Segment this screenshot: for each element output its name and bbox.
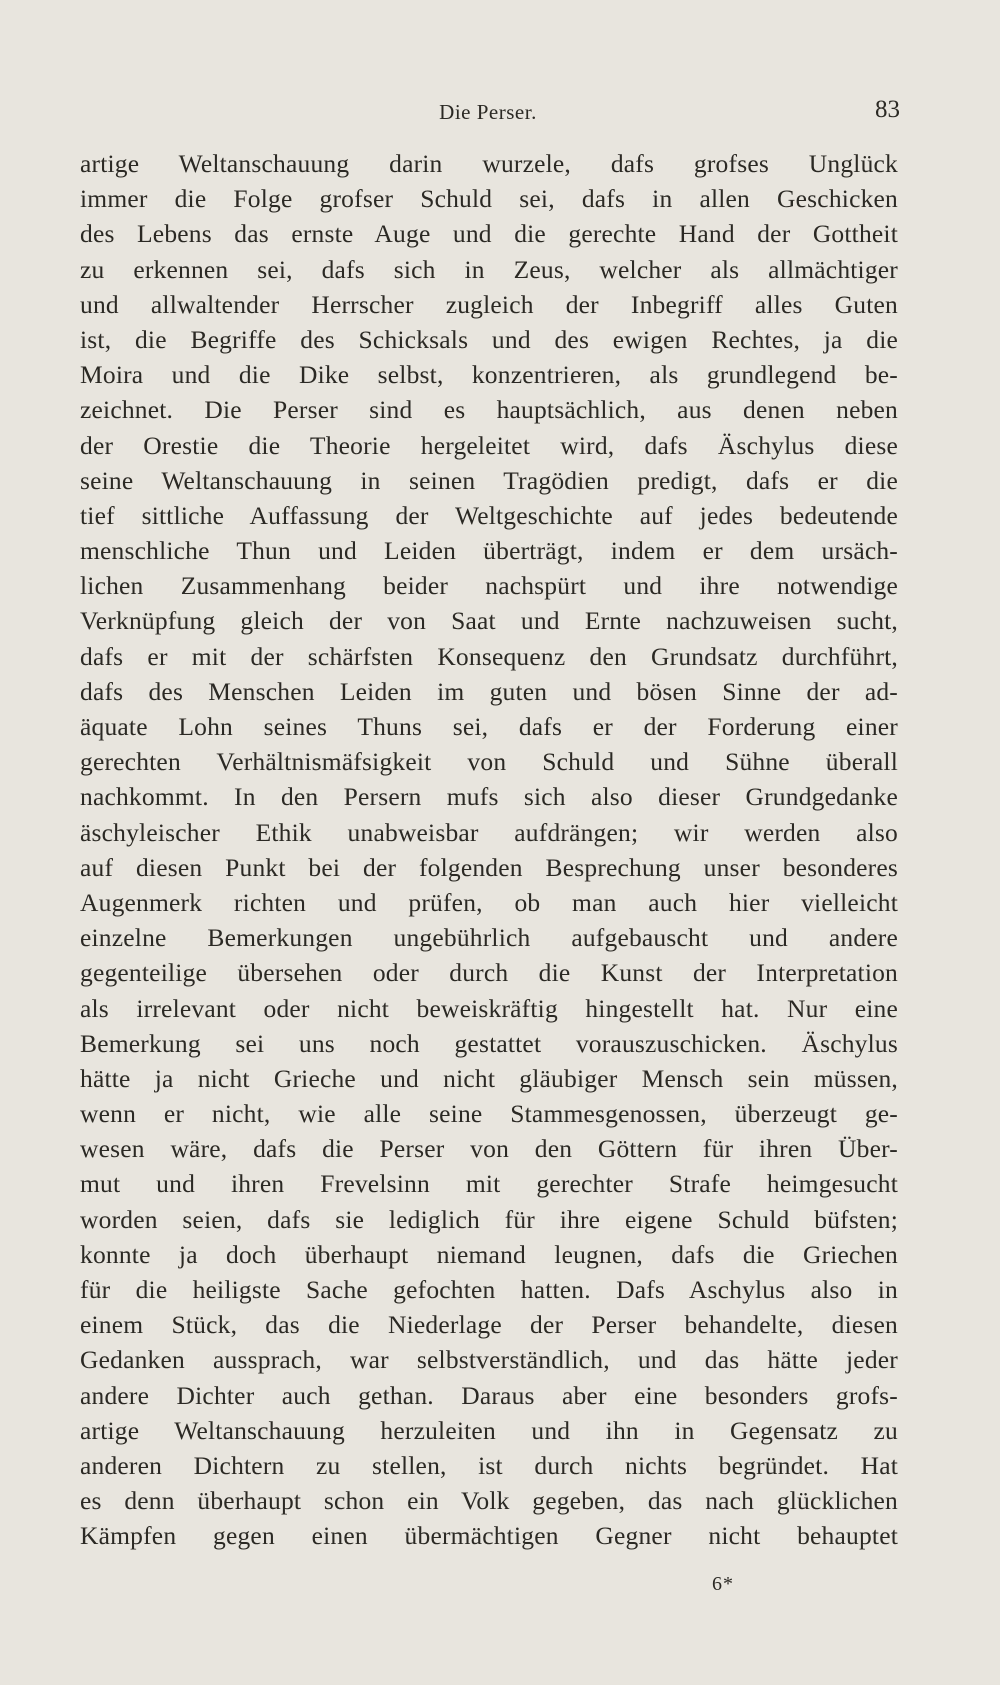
text-line: hätte ja nicht Grieche und nicht gläubiger Mensch sein müssen, <box>80 1063 898 1093</box>
text-line: artige Weltanschauung darin wurzele, dafs grofses Unglück <box>80 149 898 178</box>
text-line: zeichnet. Die Perser sind es hauptsächlich, aus denen neben <box>80 395 898 425</box>
page-number: 83 <box>875 96 900 123</box>
text-line: seine Weltanschauung in seinen Tragödien predigt, dafs er die <box>80 465 898 495</box>
text-line: artige Weltanschauung herzuleiten und ihn in Gegensatz zu <box>80 1415 898 1445</box>
text-line: ist, die Begriffe des Schicksals und des ewigen Rechtes, ja die <box>80 324 898 354</box>
text-line: äquate Lohn seines Thuns sei, dafs er der Forderung einer <box>80 712 898 741</box>
text-line: Moira und die Dike selbst, konzentrieren, als grundlegend be- <box>80 360 898 390</box>
running-head <box>76 94 900 134</box>
body-text <box>80 146 898 1554</box>
text-line: äschyleischer Ethik unabweisbar aufdrängen; wir werden also <box>80 817 898 847</box>
text-line: Kämpfen gegen einen übermächtigen Gegner nicht behauptet <box>80 1521 898 1551</box>
text-line: es denn überhaupt schon ein Volk gegeben, das nach glücklichen <box>80 1486 898 1516</box>
text-line: wesen wäre, dafs die Perser von den Göttern für ihren Über- <box>80 1134 898 1164</box>
running-title: Die Perser. <box>439 100 537 124</box>
text-line: auf diesen Punkt bei der folgenden Besprechung unser besonderes <box>80 852 898 882</box>
text-line: tief sittliche Auffassung der Weltgeschichte auf jedes bedeutende <box>80 500 898 530</box>
text-line: konnte ja doch überhaupt niemand leugnen, dafs die Griechen <box>80 1239 898 1269</box>
text-line: anderen Dichtern zu stellen, ist durch nichts begründet. Hat <box>80 1450 898 1480</box>
text-line: zu erkennen sei, dafs sich in Zeus, welcher als allmächtiger <box>80 254 898 284</box>
signature-mark: 6* <box>712 1573 734 1595</box>
text-line: Gedanken aussprach, war selbstverständlich, und das hätte jeder <box>80 1345 898 1375</box>
text-line: immer die Folge grofser Schuld sei, dafs in allen Geschicken <box>80 184 898 214</box>
text-line: und allwaltender Herrscher zugleich der Inbegriff alles Guten <box>80 289 898 319</box>
text-line: Augenmerk richten und prüfen, ob man auch hier vielleicht <box>80 887 898 917</box>
text-line: dafs des Menschen Leiden im guten und bösen Sinne der ad- <box>80 676 898 706</box>
text-line: des Lebens das ernste Auge und die gerechte Hand der Gottheit <box>80 219 898 249</box>
text-line: worden seien, dafs sie lediglich für ihre eigene Schuld büfsten; <box>80 1204 898 1234</box>
text-line: als irrelevant oder nicht beweiskräftig hingestellt hat. Nur eine <box>80 993 898 1023</box>
text-line: mut und ihren Frevelsinn mit gerechter Strafe heimgesucht <box>80 1169 898 1199</box>
text-line: Bemerkung sei uns noch gestattet vorauszuschicken. Äschylus <box>80 1028 898 1058</box>
text-line: nachkommt. In den Persern mufs sich also dieser Grundgedanke <box>80 782 898 812</box>
text-line: für die heiligste Sache gefochten hatten. Dafs Aschylus also in <box>80 1275 898 1304</box>
text-line: einzelne Bemerkungen ungebührlich aufgebauscht und andere <box>80 923 898 953</box>
text-line: gegenteilige übersehen oder durch die Kunst der Interpretation <box>80 958 898 988</box>
text-line: Verknüpfung gleich der von Saat und Ernte nachzuweisen sucht, <box>80 606 898 636</box>
text-line: menschliche Thun und Leiden überträgt, indem er dem ursäch- <box>80 536 898 566</box>
text-line: lichen Zusammenhang beider nachspürt und ihre notwendige <box>80 571 898 601</box>
text-line: einem Stück, das die Niederlage der Perser behandelte, diesen <box>80 1310 898 1340</box>
text-line: gerechten Verhältnismäfsigkeit von Schuld und Sühne überall <box>80 747 898 777</box>
text-line: andere Dichter auch gethan. Daraus aber eine besonders grofs- <box>80 1380 898 1410</box>
text-line: wenn er nicht, wie alle seine Stammesgenossen, überzeugt ge- <box>80 1099 898 1129</box>
text-line: der Orestie die Theorie hergeleitet wird, dafs Äschylus diese <box>80 430 898 460</box>
text-line: dafs er mit der schärfsten Konsequenz den Grundsatz durchführt, <box>80 641 898 671</box>
